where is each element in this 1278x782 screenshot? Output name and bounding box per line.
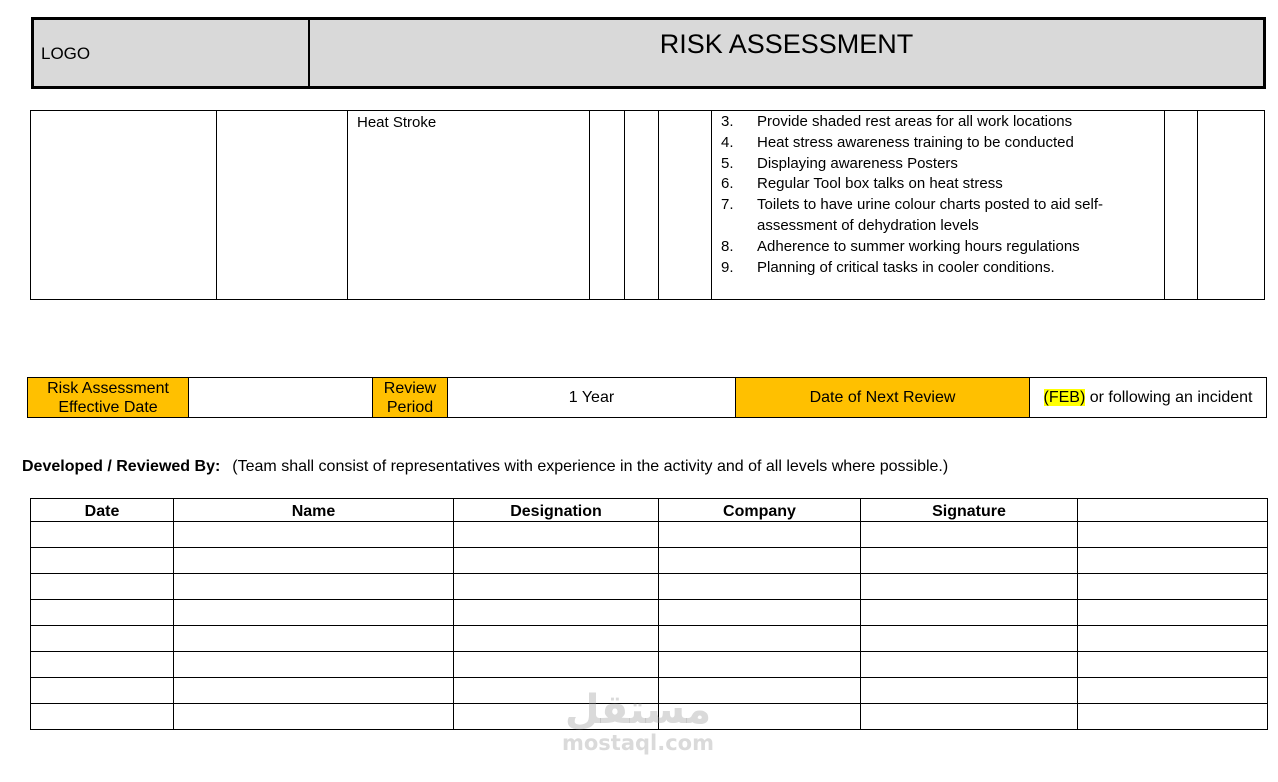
control-measure-item: 3. Provide shaded rest areas for all work locations <box>721 113 1073 130</box>
table-cell[interactable] <box>31 678 174 704</box>
table-row <box>31 548 1268 574</box>
table-row <box>31 626 1268 652</box>
table-row <box>31 574 1268 600</box>
hazard-table <box>30 110 1265 300</box>
logo-label: LOGO <box>41 44 91 63</box>
effective-date-label: Risk Assessment Effective Date <box>28 378 189 417</box>
column-divider <box>589 111 590 299</box>
column-header-blank <box>1078 499 1268 522</box>
watermark <box>538 688 738 754</box>
table-cell[interactable] <box>174 574 454 600</box>
table-cell[interactable] <box>861 600 1078 626</box>
document-title: RISK ASSESSMENT <box>659 29 914 59</box>
watermark-arabic: مستقل <box>564 687 712 733</box>
table-cell[interactable] <box>1078 652 1268 678</box>
column-divider <box>624 111 625 299</box>
table-cell[interactable] <box>174 522 454 548</box>
next-review-value <box>1030 378 1266 417</box>
table-cell[interactable] <box>861 574 1078 600</box>
column-divider <box>1164 111 1165 299</box>
table-cell[interactable] <box>659 548 861 574</box>
column-divider <box>1197 111 1198 299</box>
table-cell[interactable] <box>861 548 1078 574</box>
control-measures-list <box>721 112 1131 278</box>
review-row <box>27 377 1267 418</box>
table-cell[interactable] <box>861 652 1078 678</box>
table-row <box>31 600 1268 626</box>
table-cell[interactable] <box>174 704 454 730</box>
table-cell[interactable] <box>31 522 174 548</box>
column-divider <box>711 111 712 299</box>
table-cell[interactable] <box>659 626 861 652</box>
column-divider <box>216 111 217 299</box>
table-cell[interactable] <box>454 652 659 678</box>
developed-by-line <box>22 458 948 476</box>
column-header-name: Name <box>174 499 454 522</box>
control-measure-item: 8. Adherence to summer working hours regulations <box>721 237 1080 255</box>
control-measure-item: 6. Regular Tool box talks on heat stress <box>721 175 1003 193</box>
column-divider <box>347 111 348 299</box>
review-period-label: Review Period <box>373 378 448 417</box>
table-cell[interactable] <box>1078 574 1268 600</box>
next-review-month: (FEB) <box>1043 389 1086 406</box>
table-cell[interactable] <box>174 600 454 626</box>
table-cell[interactable] <box>31 652 174 678</box>
column-divider <box>658 111 659 299</box>
table-cell[interactable] <box>454 522 659 548</box>
control-measure-item: 4. Heat stress awareness training to be conducted <box>721 133 1074 151</box>
table-cell[interactable] <box>659 600 861 626</box>
table-cell[interactable] <box>454 626 659 652</box>
hazard-name: Heat Stroke <box>357 114 437 131</box>
table-row <box>31 652 1268 678</box>
table-cell[interactable] <box>1078 704 1268 730</box>
next-review-label: Date of Next Review <box>736 378 1030 417</box>
table-cell[interactable] <box>454 548 659 574</box>
table-row <box>31 522 1268 548</box>
table-cell[interactable] <box>174 652 454 678</box>
table-cell[interactable] <box>1078 678 1268 704</box>
table-cell[interactable] <box>861 626 1078 652</box>
column-header-company: Company <box>659 499 861 522</box>
table-cell[interactable] <box>659 652 861 678</box>
control-measure-item: 5. Displaying awareness Posters <box>721 154 958 172</box>
developed-by-label: Developed / Reviewed By: <box>22 458 221 475</box>
watermark-latin: mostaql.com <box>562 731 714 755</box>
column-header-signature: Signature <box>861 499 1078 522</box>
table-cell[interactable] <box>659 522 861 548</box>
table-cell[interactable] <box>1078 548 1268 574</box>
table-cell[interactable] <box>454 574 659 600</box>
table-cell[interactable] <box>174 548 454 574</box>
table-cell[interactable] <box>31 548 174 574</box>
table-cell[interactable] <box>1078 626 1268 652</box>
table-cell[interactable] <box>861 678 1078 704</box>
table-cell[interactable] <box>31 626 174 652</box>
control-measure-item: 7. Toilets to have urine colour charts posted to aid self-assessment of dehydration levels <box>721 196 1104 234</box>
next-review-suffix: or following an incident <box>1089 389 1253 406</box>
table-cell[interactable] <box>861 704 1078 730</box>
table-cell[interactable] <box>1078 522 1268 548</box>
signature-header-row <box>31 499 1268 522</box>
table-cell[interactable] <box>31 574 174 600</box>
table-cell[interactable] <box>174 678 454 704</box>
review-period-value: 1 Year <box>448 378 736 417</box>
table-cell[interactable] <box>31 704 174 730</box>
table-cell[interactable] <box>174 626 454 652</box>
table-cell[interactable] <box>31 600 174 626</box>
column-header-designation: Designation <box>454 499 659 522</box>
developed-by-note: (Team shall consist of representatives with experience in the activity and of all levels where possible.) <box>232 458 949 475</box>
effective-date-value[interactable] <box>189 378 373 417</box>
logo-placeholder <box>34 20 310 86</box>
table-cell[interactable] <box>454 600 659 626</box>
table-cell[interactable] <box>1078 600 1268 626</box>
control-measure-item: 9. Planning of critical tasks in cooler conditions. <box>721 258 1055 276</box>
column-header-date: Date <box>31 499 174 522</box>
table-cell[interactable] <box>861 522 1078 548</box>
document-header <box>31 17 1266 89</box>
table-cell[interactable] <box>659 574 861 600</box>
